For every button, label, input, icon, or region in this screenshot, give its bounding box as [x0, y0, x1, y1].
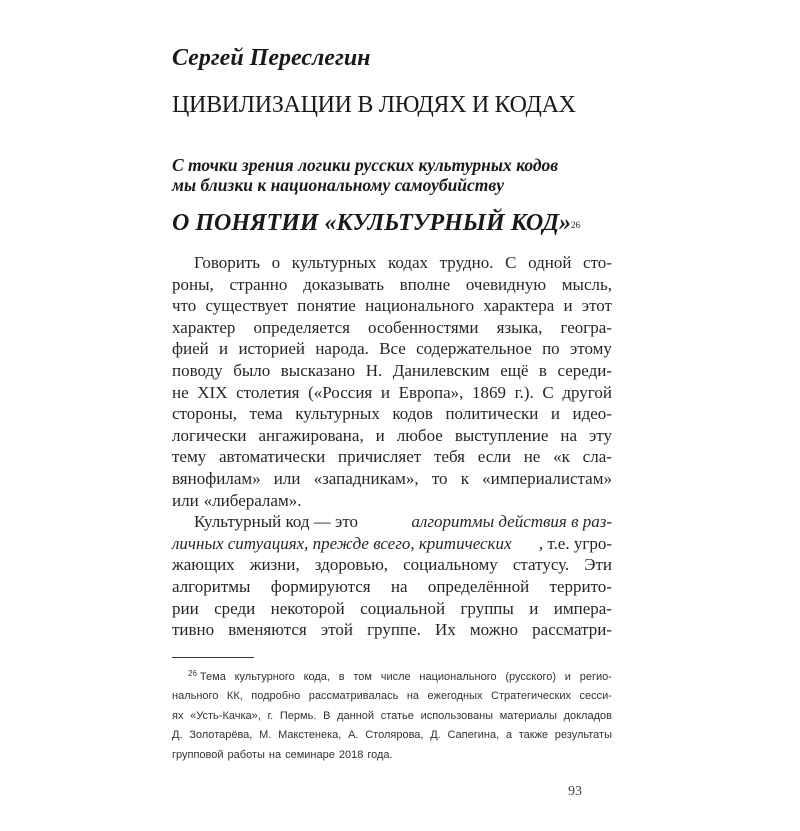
word: и [219, 339, 229, 359]
text-line [172, 490, 612, 512]
text-line [172, 576, 612, 598]
word: языка, [496, 317, 543, 337]
text-line [172, 317, 612, 339]
word: г. [267, 709, 274, 722]
word: ежегодных [427, 690, 483, 703]
word: В [323, 709, 331, 722]
word: не [523, 447, 541, 467]
word: середи- [557, 360, 612, 380]
word: результаты [554, 729, 612, 742]
footnote-number: 26 [188, 668, 197, 678]
author-name: Сергей Переслегин [172, 45, 371, 71]
word: Все [379, 339, 406, 359]
word: национального [419, 670, 497, 683]
word: кода, [303, 670, 330, 683]
word: вменяются [228, 620, 307, 640]
word: на [268, 748, 282, 761]
word: работы [227, 748, 265, 761]
word: одной [528, 253, 572, 272]
word: Тема [199, 670, 226, 683]
text-line [172, 598, 612, 620]
word: («Россия [308, 382, 373, 402]
word: рассматри- [532, 620, 612, 640]
word: высказано [280, 360, 356, 380]
word: Н. [365, 360, 383, 380]
subtitle-line: мы близки к национальному самоубийству [172, 175, 505, 195]
word: странно [229, 274, 288, 294]
word: а [505, 729, 512, 742]
word: роны, [172, 274, 214, 294]
plain-text: Культурный код — это [194, 512, 359, 532]
word: жающих [172, 555, 235, 575]
word: вянофилам» [172, 468, 261, 488]
word: Стратегических [491, 690, 572, 703]
word: том [353, 670, 372, 683]
word: по [542, 339, 560, 359]
word: А. [348, 729, 359, 742]
word: и [375, 425, 385, 445]
word: ангажирована, [258, 425, 364, 445]
word: Эти [584, 555, 612, 575]
word: С [505, 253, 517, 272]
word: если [477, 447, 511, 467]
word: С [542, 382, 554, 402]
word: XIX [197, 382, 228, 402]
word: формируются [270, 576, 371, 596]
word: 1869 [471, 382, 506, 402]
word: Д. [430, 729, 441, 742]
word: было [233, 360, 271, 380]
word: семинаре [285, 748, 335, 761]
word: Сапегина, [447, 729, 500, 742]
word: Говорить [194, 253, 261, 272]
word: что [172, 296, 197, 316]
word: рии [172, 598, 199, 618]
word: использованы [420, 709, 494, 722]
word: о [271, 253, 281, 272]
word: числе [380, 670, 411, 683]
word: сто- [583, 253, 612, 272]
word: или [273, 468, 301, 488]
word: не [172, 382, 189, 402]
word: докладов [563, 709, 612, 722]
word: тивно [172, 620, 215, 640]
word: Д. [172, 729, 183, 742]
word: эту [588, 425, 612, 445]
word: этому [569, 339, 612, 359]
text-line [172, 403, 612, 425]
word: идео- [572, 404, 612, 424]
word: Пермь. [279, 709, 317, 722]
word: данной [337, 709, 375, 722]
word: террито- [549, 576, 612, 596]
text-line [172, 338, 612, 360]
word: года. [367, 748, 393, 761]
word: понятие [297, 296, 356, 316]
subtitle-line: С точки зрения логики русских культурных кодов [172, 155, 559, 175]
word: фией [172, 339, 209, 359]
word: социальной [360, 598, 446, 618]
word: и [564, 670, 571, 683]
text-column [172, 44, 612, 801]
word: Европа», [398, 382, 464, 402]
text-line [172, 360, 612, 382]
word: причисляет [338, 447, 422, 467]
italic-text: личных ситуациях, прежде всего, критических [172, 533, 512, 553]
text-line [172, 511, 612, 533]
word: групповой [172, 748, 224, 761]
word: характер [172, 317, 236, 337]
word: трудно. [439, 253, 494, 272]
word: и [380, 382, 390, 402]
footnote-line [172, 687, 612, 707]
footnote-reference: 26 [571, 220, 580, 230]
word: в [338, 670, 345, 683]
word: культурных [291, 253, 377, 272]
word: сесси- [579, 690, 612, 703]
word: рассматривалась [308, 690, 399, 703]
word: тема [249, 404, 283, 424]
word: политически [445, 404, 539, 424]
word: этой [320, 620, 353, 640]
word: «либералам». [203, 490, 302, 510]
paragraph-2 [172, 511, 612, 641]
word: «империалистам» [482, 468, 612, 488]
word: ещё [500, 360, 529, 380]
word: подробно [251, 690, 301, 703]
word: материалы [499, 709, 557, 722]
word: Их [434, 620, 456, 640]
paragraph-1 [172, 252, 612, 511]
footnote-line [172, 707, 612, 727]
word: вполне [399, 274, 451, 294]
word: поводу [172, 360, 223, 380]
word: Данилевским [392, 360, 490, 380]
word: или [172, 490, 199, 510]
word: Золотарёва, [189, 729, 253, 742]
footnote-line [172, 668, 612, 688]
word: также [518, 729, 549, 742]
footnote-line [172, 746, 612, 766]
word: определённой [427, 576, 530, 596]
page-number: 93 [568, 784, 582, 800]
word: культурных [295, 404, 380, 424]
word: другой [562, 382, 612, 402]
word: любое [396, 425, 443, 445]
word: на [560, 425, 578, 445]
word: и [529, 598, 539, 618]
footnote-line [172, 726, 612, 746]
word: существует [205, 296, 289, 316]
word: содержательное [416, 339, 532, 359]
word: М. [259, 729, 272, 742]
footnote-text [200, 668, 612, 688]
text-line [172, 446, 612, 468]
text-line [172, 425, 612, 447]
word: регио- [579, 670, 612, 683]
word: логически [172, 425, 247, 445]
word: статусу. [512, 555, 570, 575]
word: автоматически [219, 447, 326, 467]
word: статье [380, 709, 414, 722]
word: группе. [367, 620, 421, 640]
italic-text: алгоритмы действия в раз- [411, 512, 612, 532]
word: (русского) [505, 670, 557, 683]
body-text [172, 252, 612, 641]
word: выступление [454, 425, 549, 445]
section-heading [172, 209, 612, 237]
word: на [390, 576, 408, 596]
word: импера- [553, 598, 612, 618]
word: нального [172, 690, 219, 703]
word: народа. [315, 339, 369, 359]
word: особенностями [368, 317, 479, 337]
word: кодов [392, 404, 433, 424]
word: то [431, 468, 448, 488]
text-line [172, 274, 612, 296]
word: в [538, 360, 547, 380]
word: можно [469, 620, 519, 640]
text-line [172, 382, 612, 404]
word: здоровью, [314, 555, 389, 575]
word: очевидную [465, 274, 547, 294]
text-line [172, 468, 612, 490]
word: характера [483, 296, 555, 316]
text-line [172, 295, 612, 317]
word: некоторой [270, 598, 345, 618]
word: и [550, 404, 560, 424]
text-line [172, 554, 612, 576]
word: культурного [234, 670, 295, 683]
word: ях [172, 709, 184, 722]
word: столетия [236, 382, 300, 402]
footnote [172, 668, 612, 766]
word: 2018 [338, 748, 364, 761]
text-line [172, 619, 612, 641]
word: «к [553, 447, 570, 467]
word: группы [460, 598, 514, 618]
word: г.). [514, 382, 534, 402]
word: алгоритмы [172, 576, 251, 596]
text-line [172, 252, 612, 274]
text-line [172, 533, 612, 555]
footnote-separator [172, 657, 254, 658]
word: на [406, 690, 420, 703]
word: «западникам», [313, 468, 419, 488]
word: национального [365, 296, 475, 316]
word: среди [214, 598, 256, 618]
word: Макстенека, [278, 729, 342, 742]
word: этот [581, 296, 612, 316]
word: «Усть-Качка», [190, 709, 261, 722]
paragraph-2-rest [172, 554, 612, 640]
word: к [460, 468, 469, 488]
article-subtitle [172, 155, 612, 195]
article-title: ЦИВИЛИЗАЦИИ В ЛЮДЯХ И КОДАХ [172, 92, 576, 118]
word: тебя [433, 447, 466, 467]
word: стороны, [172, 404, 238, 424]
word: Столярова, [365, 729, 424, 742]
word: жизни, [249, 555, 300, 575]
word: определяется [253, 317, 350, 337]
word: доказывать [303, 274, 384, 294]
plain-text: , т.е. угро- [538, 533, 612, 553]
word: геогра- [560, 317, 612, 337]
word: тему [172, 447, 207, 467]
word: социальному [403, 555, 498, 575]
word: сла- [582, 447, 612, 467]
word: историей [238, 339, 306, 359]
word: КК, [226, 690, 243, 703]
section-heading-text: О ПОНЯТИИ «КУЛЬТУРНЫЙ КОД» [172, 210, 571, 236]
word: кодах [387, 253, 429, 272]
word: мысль, [561, 274, 612, 294]
word: и [563, 296, 573, 316]
